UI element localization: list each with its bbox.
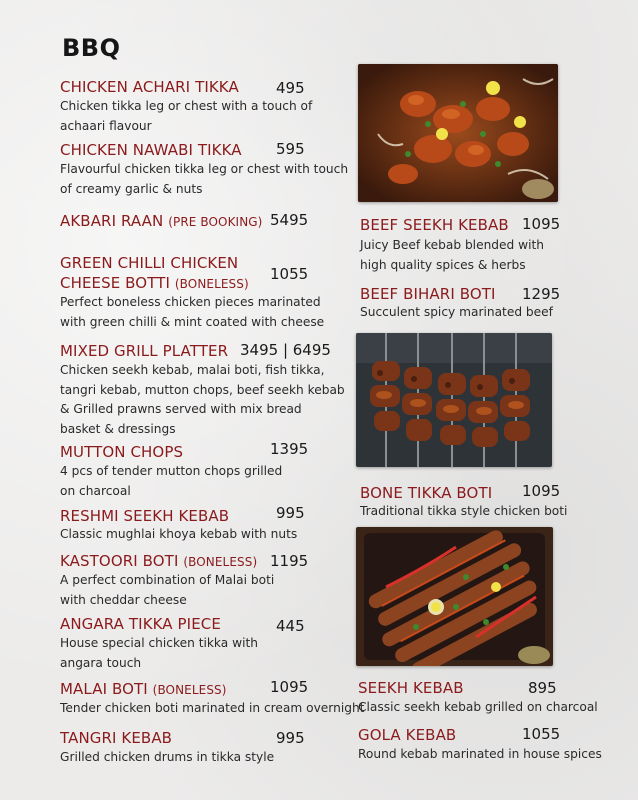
item-price-beef-bihari-boti: 1295: [522, 285, 561, 303]
item-desc-chicken-achari-tikka: Chicken tikka leg or chest with a touch of achaari flavour: [60, 99, 313, 133]
item-name-mixed-grill-platter: MIXED GRILL PLATTER: [60, 342, 229, 360]
item-price-green-chilli-chicken: 1055: [270, 265, 309, 283]
item-note: (PRE BOOKING): [168, 215, 263, 229]
item-name-chicken-nawabi-tikka: CHICKEN NAWABI TIKKA: [60, 141, 242, 159]
item-price-angara-tikka-piece: 445: [276, 617, 305, 635]
item-price-reshmi-seekh-kebab: 995: [276, 504, 305, 522]
item-desc-tangri-kebab: Grilled chicken drums in tikka style: [60, 750, 275, 764]
item-name-bone-tikka-boti: BONE TIKKA BOTI: [360, 484, 493, 502]
item-name-angara-tikka-piece: ANGARA TIKKA PIECE: [60, 615, 221, 633]
item-name-mutton-chops: MUTTON CHOPS: [60, 443, 184, 461]
seekh-kebab-photo: [356, 527, 553, 666]
item-name-text: KASTOORI BOTI: [60, 552, 179, 570]
item-desc-seekh-kebab: Classic seekh kebab grilled on charcoal: [358, 700, 598, 714]
item-note: (BONELESS): [152, 683, 227, 697]
item-desc-bone-tikka-boti: Traditional tikka style chicken boti: [360, 504, 568, 518]
item-name-beef-seekh-kebab: BEEF SEEKH KEBAB: [360, 216, 509, 234]
item-price-malai-boti: 1095: [270, 678, 309, 696]
item-price-tangri-kebab: 995: [276, 729, 305, 747]
item-name-tangri-kebab: TANGRI KEBAB: [60, 729, 173, 747]
item-price-beef-seekh-kebab: 1095: [522, 215, 561, 233]
item-price-chicken-nawabi-tikka: 595: [276, 140, 305, 158]
item-name-text: AKBARI RAAN: [60, 212, 164, 230]
item-desc-green-chilli-chicken: Perfect boneless chicken pieces marinated with green chilli & mint coated with cheese: [60, 295, 325, 329]
item-name-akbari-raan: [60, 212, 262, 232]
item-price-mutton-chops: 1395: [270, 440, 309, 458]
item-desc-beef-bihari-boti: Succulent spicy marinated beef: [360, 305, 553, 319]
item-name-cheese-botti: [60, 274, 249, 294]
item-price-bone-tikka-boti: 1095: [522, 482, 561, 500]
item-name-reshmi-seekh-kebab: RESHMI SEEKH KEBAB: [60, 507, 230, 525]
item-desc-gola-kebab: Round kebab marinated in house spices: [358, 747, 602, 761]
item-desc-mixed-grill-platter: Chicken seekh kebab, malai boti, fish tikka, tangri kebab, mutton chops, beef seekh kebab & Grilled prawns served with mix bread basket & dressings: [60, 363, 345, 436]
page-title: BBQ: [62, 34, 121, 62]
item-desc-kastoori-boti: A perfect combination of Malai boti with cheddar cheese: [60, 573, 275, 607]
item-name-beef-bihari-boti: BEEF BIHARI BOTI: [360, 285, 496, 303]
item-name-chicken-achari-tikka: CHICKEN ACHARI TIKKA: [60, 78, 239, 96]
item-name-gola-kebab: GOLA KEBAB: [358, 726, 457, 744]
item-name-malai-boti: [60, 680, 227, 700]
item-desc-chicken-nawabi-tikka: Flavourful chicken tikka leg or chest with touch of creamy garlic & nuts: [60, 162, 349, 196]
item-desc-malai-boti: Tender chicken boti marinated in cream overnight: [60, 701, 365, 715]
item-price-akbari-raan: 5495: [270, 211, 309, 229]
item-desc-reshmi-seekh-kebab: Classic mughlai khoya kebab with nuts: [60, 527, 298, 541]
item-price-mixed-grill-platter: 3495 | 6495: [240, 341, 331, 359]
item-name-seekh-kebab: SEEKH KEBAB: [358, 679, 464, 697]
tikka-platter-photo: [358, 64, 558, 202]
item-price-kastoori-boti: 1195: [270, 552, 309, 570]
item-desc-beef-seekh-kebab: Juicy Beef kebab blended with high quality spices & herbs: [360, 238, 544, 272]
item-desc-mutton-chops: 4 pcs of tender mutton chops grilled on charcoal: [60, 464, 283, 498]
item-desc-angara-tikka-piece: House special chicken tikka with angara touch: [60, 636, 258, 670]
item-note: (BONELESS): [183, 555, 258, 569]
boti-skewers-photo: [356, 333, 552, 467]
item-name-green-chilli-chicken: GREEN CHILLI CHICKEN: [60, 254, 239, 272]
item-price-gola-kebab: 1055: [522, 725, 561, 743]
item-price-seekh-kebab: 895: [528, 679, 557, 697]
item-name-text: MALAI BOTI: [60, 680, 148, 698]
item-name-kastoori-boti: [60, 552, 257, 572]
item-price-chicken-achari-tikka: 495: [276, 79, 305, 97]
item-name-text: CHEESE BOTTI: [60, 274, 170, 292]
item-note: (BONELESS): [174, 277, 249, 291]
